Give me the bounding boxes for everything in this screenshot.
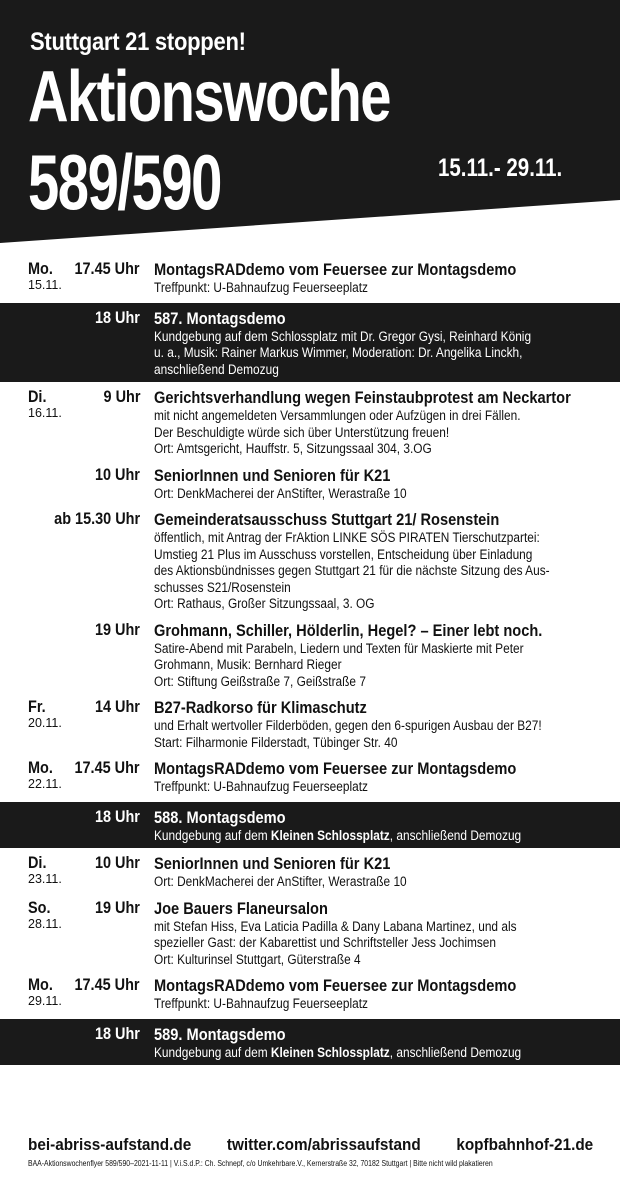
event-detail-line: mit nicht angemeldeten Versammlungen oder Aufzügen in drei Fällen. (154, 408, 521, 423)
event-body (154, 898, 594, 969)
event-detail-location: Kleinen Schlossplatz (270, 1044, 390, 1060)
event-detail-line: Start: Filharmonie Filderstadt, Tübinger Str. 40 (154, 734, 398, 750)
event-time: 10 Uhr (95, 853, 140, 872)
event-body (154, 853, 594, 891)
event-row (0, 617, 620, 695)
event-detail-line (154, 1045, 595, 1062)
event-detail-line: öffentlich, mit Antrag der FrAktion LINKE SÖS PIRATEN Tierschutzpartei: (154, 530, 540, 545)
event-title: SeniorInnen und Senioren für K21 (154, 854, 391, 873)
event-detail-line: anschließend Demozug (154, 361, 279, 377)
event-body (154, 807, 594, 845)
event-body (154, 387, 594, 458)
event-date: 16.11. (28, 406, 62, 420)
event-time: ab 15.30 Uhr (54, 509, 140, 528)
header-daterange: 15.11.- 29.11. (438, 154, 563, 182)
event-row (0, 850, 620, 895)
event-body (154, 1024, 594, 1062)
event-row (0, 694, 620, 755)
header-banner (0, 0, 620, 246)
event-detail-line: Umstieg 21 Plus im Ausschuss vorstellen, Entscheidung über Einladung (154, 546, 533, 562)
event-title: 588. Montagsdemo (154, 807, 286, 827)
event-time: 17.45 Uhr (74, 975, 140, 994)
event-detail-line: Treffpunkt: U-Bahnaufzug Feuerseeplatz (154, 280, 368, 295)
footer-links (28, 1135, 593, 1155)
event-date: 28.11. (28, 916, 62, 931)
event-title: 587. Montagsdemo (154, 308, 286, 328)
event-detail-line: und Erhalt wertvoller Filderböden, gegen den 6-spurigen Ausbau der B27! (154, 718, 542, 733)
event-time: 14 Uhr (95, 697, 140, 716)
event-detail-line: Kundgebung auf dem Schlossplatz mit Dr. Gregor Gysi, Reinhard König (154, 328, 532, 344)
event-body (154, 975, 594, 1013)
event-detail-line: u. a., Musik: Rainer Markus Wimmer, Moderation: Dr. Angelika Linckh, (154, 345, 523, 360)
event-body (154, 259, 594, 297)
event-title: Gerichtsverhandlung wegen Feinstaubprotest am Neckartor (154, 388, 571, 407)
event-time: 19 Uhr (95, 619, 140, 639)
event-row-highlight (0, 802, 620, 849)
event-date: 23.11. (28, 872, 62, 886)
event-detail-line: Ort: DenkMacherei der AnStifter, Werastraße 10 (154, 485, 407, 501)
event-detail-text: Kundgebung auf dem (154, 1044, 271, 1060)
event-detail-line: Ort: Stiftung Geißstraße 7, Geißstraße 7 (154, 673, 366, 689)
header-subtitle: Stuttgart 21 stoppen! (30, 28, 246, 56)
event-detail-location: Kleinen Schlossplatz (270, 827, 390, 843)
event-day: Di. (28, 387, 47, 406)
event-day: Fr. (28, 697, 46, 716)
event-day: Di. (28, 853, 47, 872)
footer-imprint: BAA-Aktionswochenflyer 589/590–2021-11-11 | V.i.S.d.P.: Ch. Schnepf, c/o Umkehrbare.V., Kernerstraße 32, 70182 Stuttgart | Bitte nicht wild plakatieren (28, 1159, 493, 1168)
event-body (154, 308, 594, 379)
event-detail-line: Treffpunkt: U-Bahnaufzug Feuerseeplatz (154, 779, 368, 794)
event-day: Mo. (28, 758, 53, 777)
event-title: 589. Montagsdemo (154, 1024, 286, 1044)
event-row (0, 256, 620, 301)
event-detail-text: , anschließend Demozug (389, 1044, 522, 1060)
event-detail-line: spezieller Gast: der Kabarettist und Schriftsteller Jess Jochimsen (154, 935, 497, 950)
event-detail-line: Satire-Abend mit Parabeln, Liedern und Texten für Maskierte mit Peter (154, 640, 524, 656)
footer-link-website[interactable]: bei-abriss-aufstand.de (28, 1135, 192, 1154)
event-detail-line: schusses S21/Rosenstein (154, 579, 291, 595)
event-detail-line: mit Stefan Hiss, Eva Laticia Padilla & Dany Labana Martinez, und als (154, 918, 517, 934)
event-title: Joe Bauers Flaneursalon (154, 898, 328, 918)
event-detail-line: des Aktionsbündnisses gegen Stuttgart 21 für die nächste Sitzung des Aus- (154, 563, 550, 578)
footer-link-twitter[interactable]: twitter.com/abrissaufstand (226, 1135, 421, 1154)
event-detail-line: Ort: Rathaus, Großer Sitzungssaal, 3. OG (154, 596, 375, 611)
event-detail-line: Grohmann, Musik: Bernhard Rieger (154, 657, 342, 672)
event-list (0, 256, 620, 1067)
event-day: So. (28, 897, 51, 917)
header-title: Aktionswoche (28, 57, 390, 137)
event-date: 15.11. (28, 278, 62, 292)
event-time: 10 Uhr (95, 464, 140, 484)
event-time: 18 Uhr (95, 307, 140, 327)
event-detail-line: Ort: Kulturinsel Stuttgart, Güterstraße 4 (154, 951, 361, 967)
event-title: B27-Radkorso für Klimaschutz (154, 698, 367, 717)
event-row (0, 384, 620, 462)
event-body (154, 697, 594, 751)
event-time: 17.45 Uhr (74, 758, 140, 777)
event-day: Mo. (28, 975, 53, 994)
event-title: Gemeinderatsausschuss Stuttgart 21/ Rosenstein (154, 510, 500, 529)
event-title: MontagsRADdemo vom Feuersee zur Montagsdemo (154, 260, 517, 279)
header-number: 589/590 (28, 138, 221, 226)
event-date: 20.11. (28, 716, 62, 730)
event-detail-line: Treffpunkt: U-Bahnaufzug Feuerseeplatz (154, 996, 368, 1011)
event-time: 18 Uhr (95, 1023, 140, 1043)
event-time: 17.45 Uhr (74, 259, 140, 278)
event-row (0, 895, 620, 973)
event-time: 19 Uhr (95, 897, 140, 917)
event-body (154, 758, 594, 796)
event-row (0, 506, 620, 617)
event-detail-line: Ort: DenkMacherei der AnStifter, Werastraße 10 (154, 874, 407, 889)
event-detail-line (154, 828, 595, 845)
event-body (154, 465, 594, 503)
event-detail-text: , anschließend Demozug (389, 827, 522, 843)
event-date: 29.11. (28, 994, 62, 1008)
event-row (0, 755, 620, 800)
event-row-highlight (0, 303, 620, 383)
footer-link-kopfbahnhof[interactable]: kopfbahnhof-21.de (456, 1135, 594, 1154)
event-title: Grohmann, Schiller, Hölderlin, Hegel? – Einer lebt noch. (154, 620, 543, 640)
event-day: Mo. (28, 259, 53, 278)
event-detail-line: Ort: Amtsgericht, Hauffstr. 5, Sitzungssaal 304, 3.OG (154, 441, 432, 456)
event-row (0, 462, 620, 507)
event-time: 9 Uhr (103, 387, 140, 406)
event-title: SeniorInnen und Senioren für K21 (154, 465, 391, 485)
event-title: MontagsRADdemo vom Feuersee zur Montagsdemo (154, 976, 517, 995)
event-title: MontagsRADdemo vom Feuersee zur Montagsdemo (154, 759, 517, 778)
event-date: 22.11. (28, 777, 62, 791)
event-body (154, 620, 594, 691)
event-body (154, 509, 594, 613)
event-detail-text: Kundgebung auf dem (154, 827, 271, 843)
event-row-highlight (0, 1019, 620, 1066)
event-detail-line: Der Beschuldigte würde sich über Unterstützung freuen! (154, 424, 450, 440)
event-row (0, 972, 620, 1017)
event-time: 18 Uhr (95, 806, 140, 826)
